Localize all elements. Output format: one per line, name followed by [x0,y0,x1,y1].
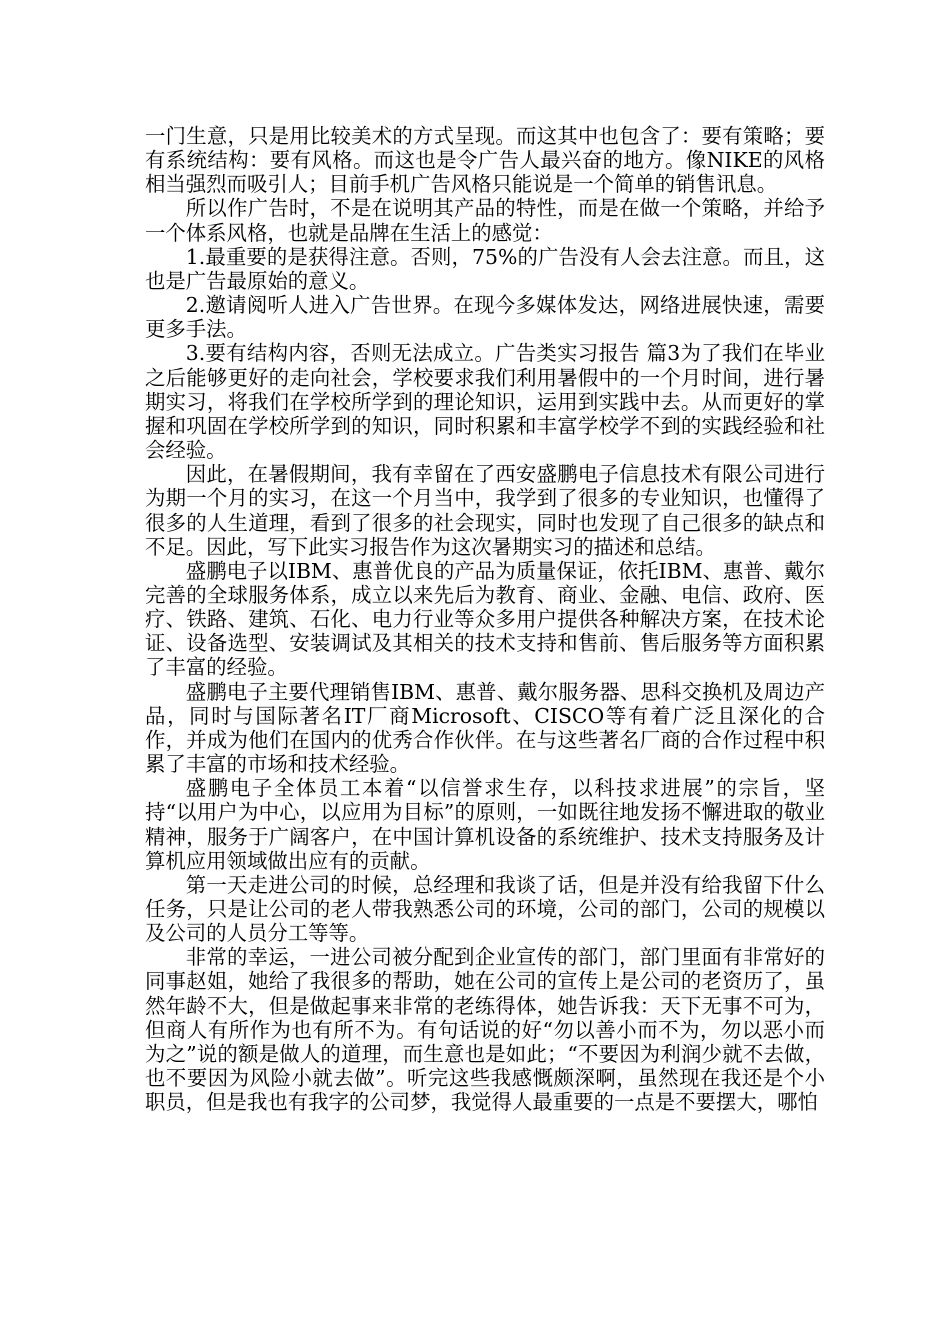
paragraph-4: 2.邀请阅听人进入广告世界。在现今多媒体发达，网络进展快速，需要更多手法。 [145,293,825,342]
paragraph-5: 3.要有结构内容，否则无法成立。广告类实习报告 篇3为了我们在毕业之后能够更好的走向社会，学校要求我们利用暑假中的一个月时间，进行暑期实习，将我们在学校所学到的理论知识，运用到实践中去。从而更好的掌握和巩固在学校所学到的知识，同时积累和丰富学校学不到的实践经验和社会经验。 [145,341,825,463]
paragraph-7: 盛鹏电子以IBM、惠普优良的产品为质量保证，依托IBM、惠普、戴尔完善的全球服务体系，成立以来先后为教育、商业、金融、电信、政府、医疗、铁路、建筑、石化、电力行业等众多用户提供各种解决方案，在技术论证、设备选型、安装调试及其相关的技术支持和售前、售后服务等方面积累了丰富的经验。 [145,558,825,680]
paragraph-9: 盛鹏电子全体员工本着“以信誉求生存，以科技求进展”的宗旨，坚持“以用户为中心，以应用为目标”的原则，一如既往地发扬不懈进取的敬业精神，服务于广阔客户，在中国计算机设备的系统维护、技术支持服务及计算机应用领域做出应有的贡献。 [145,776,825,873]
paragraph-8: 盛鹏电子主要代理销售IBM、惠普、戴尔服务器、思科交换机及周边产品，同时与国际著名IT厂商Microsoft、CISCO等有着广泛且深化的合作，并成为他们在国内的优秀合作伙伴。在与这些著名厂商的合作过程中积累了丰富的市场和技术经验。 [145,679,825,777]
paragraph-6: 因此，在暑假期间，我有幸留在了西安盛鹏电子信息技术有限公司进行为期一个月的实习，在这一个月当中，我学到了很多的专业知识，也懂得了很多的人生道理，看到了很多的社会现实，同时也发现了自己很多的缺点和不足。因此，写下此实习报告作为这次暑期实习的描述和总结。 [145,462,825,559]
paragraph-10: 第一天走进公司的时候，总经理和我谈了话，但是并没有给我留下什么任务，只是让公司的老人带我熟悉公司的环境，公司的部门，公司的规模以及公司的人员分工等等。 [145,872,825,946]
paragraph-2: 所以作广告时，不是在说明其产品的特性，而是在做一个策略，并给予一个体系风格，也就是品牌在生活上的感觉： [145,196,825,245]
paragraph-3: 1.最重要的是获得注意。否则，75%的广告没有人会去注意。而且，这也是广告最原始的意义。 [145,244,825,293]
document-body [145,124,825,1114]
paragraph-1: 一门生意，只是用比较美术的方式呈现。而这其中也包含了：要有策略；要有系统结构：要有风格。而这也是令广告人最兴奋的地方。像NIKE的风格相当强烈而吸引人；目前手机广告风格只能说是一个简单的销售讯息。 [145,124,825,197]
paragraph-11: 非常的幸运，一进公司被分配到企业宣传的部门，部门里面有非常好的同事赵姐，她给了我很多的帮助，她在公司的宣传上是公司的老资历了，虽然年龄不大，但是做起事来非常的老练得体，她告诉我：天下无事不可为，但商人有所作为也有所不为。有句话说的好“勿以善小而不为，勿以恶小而为之”说的额是做人的道理，而生意也是如此；“不要因为利润少就不去做，也不要因为风险小就去做”。听完这些我感慨颇深啊，虽然现在我还是个小职员，但是我也有我字的公司梦，我觉得人最重要的一点是不要摆大，哪怕 [145,945,825,1115]
